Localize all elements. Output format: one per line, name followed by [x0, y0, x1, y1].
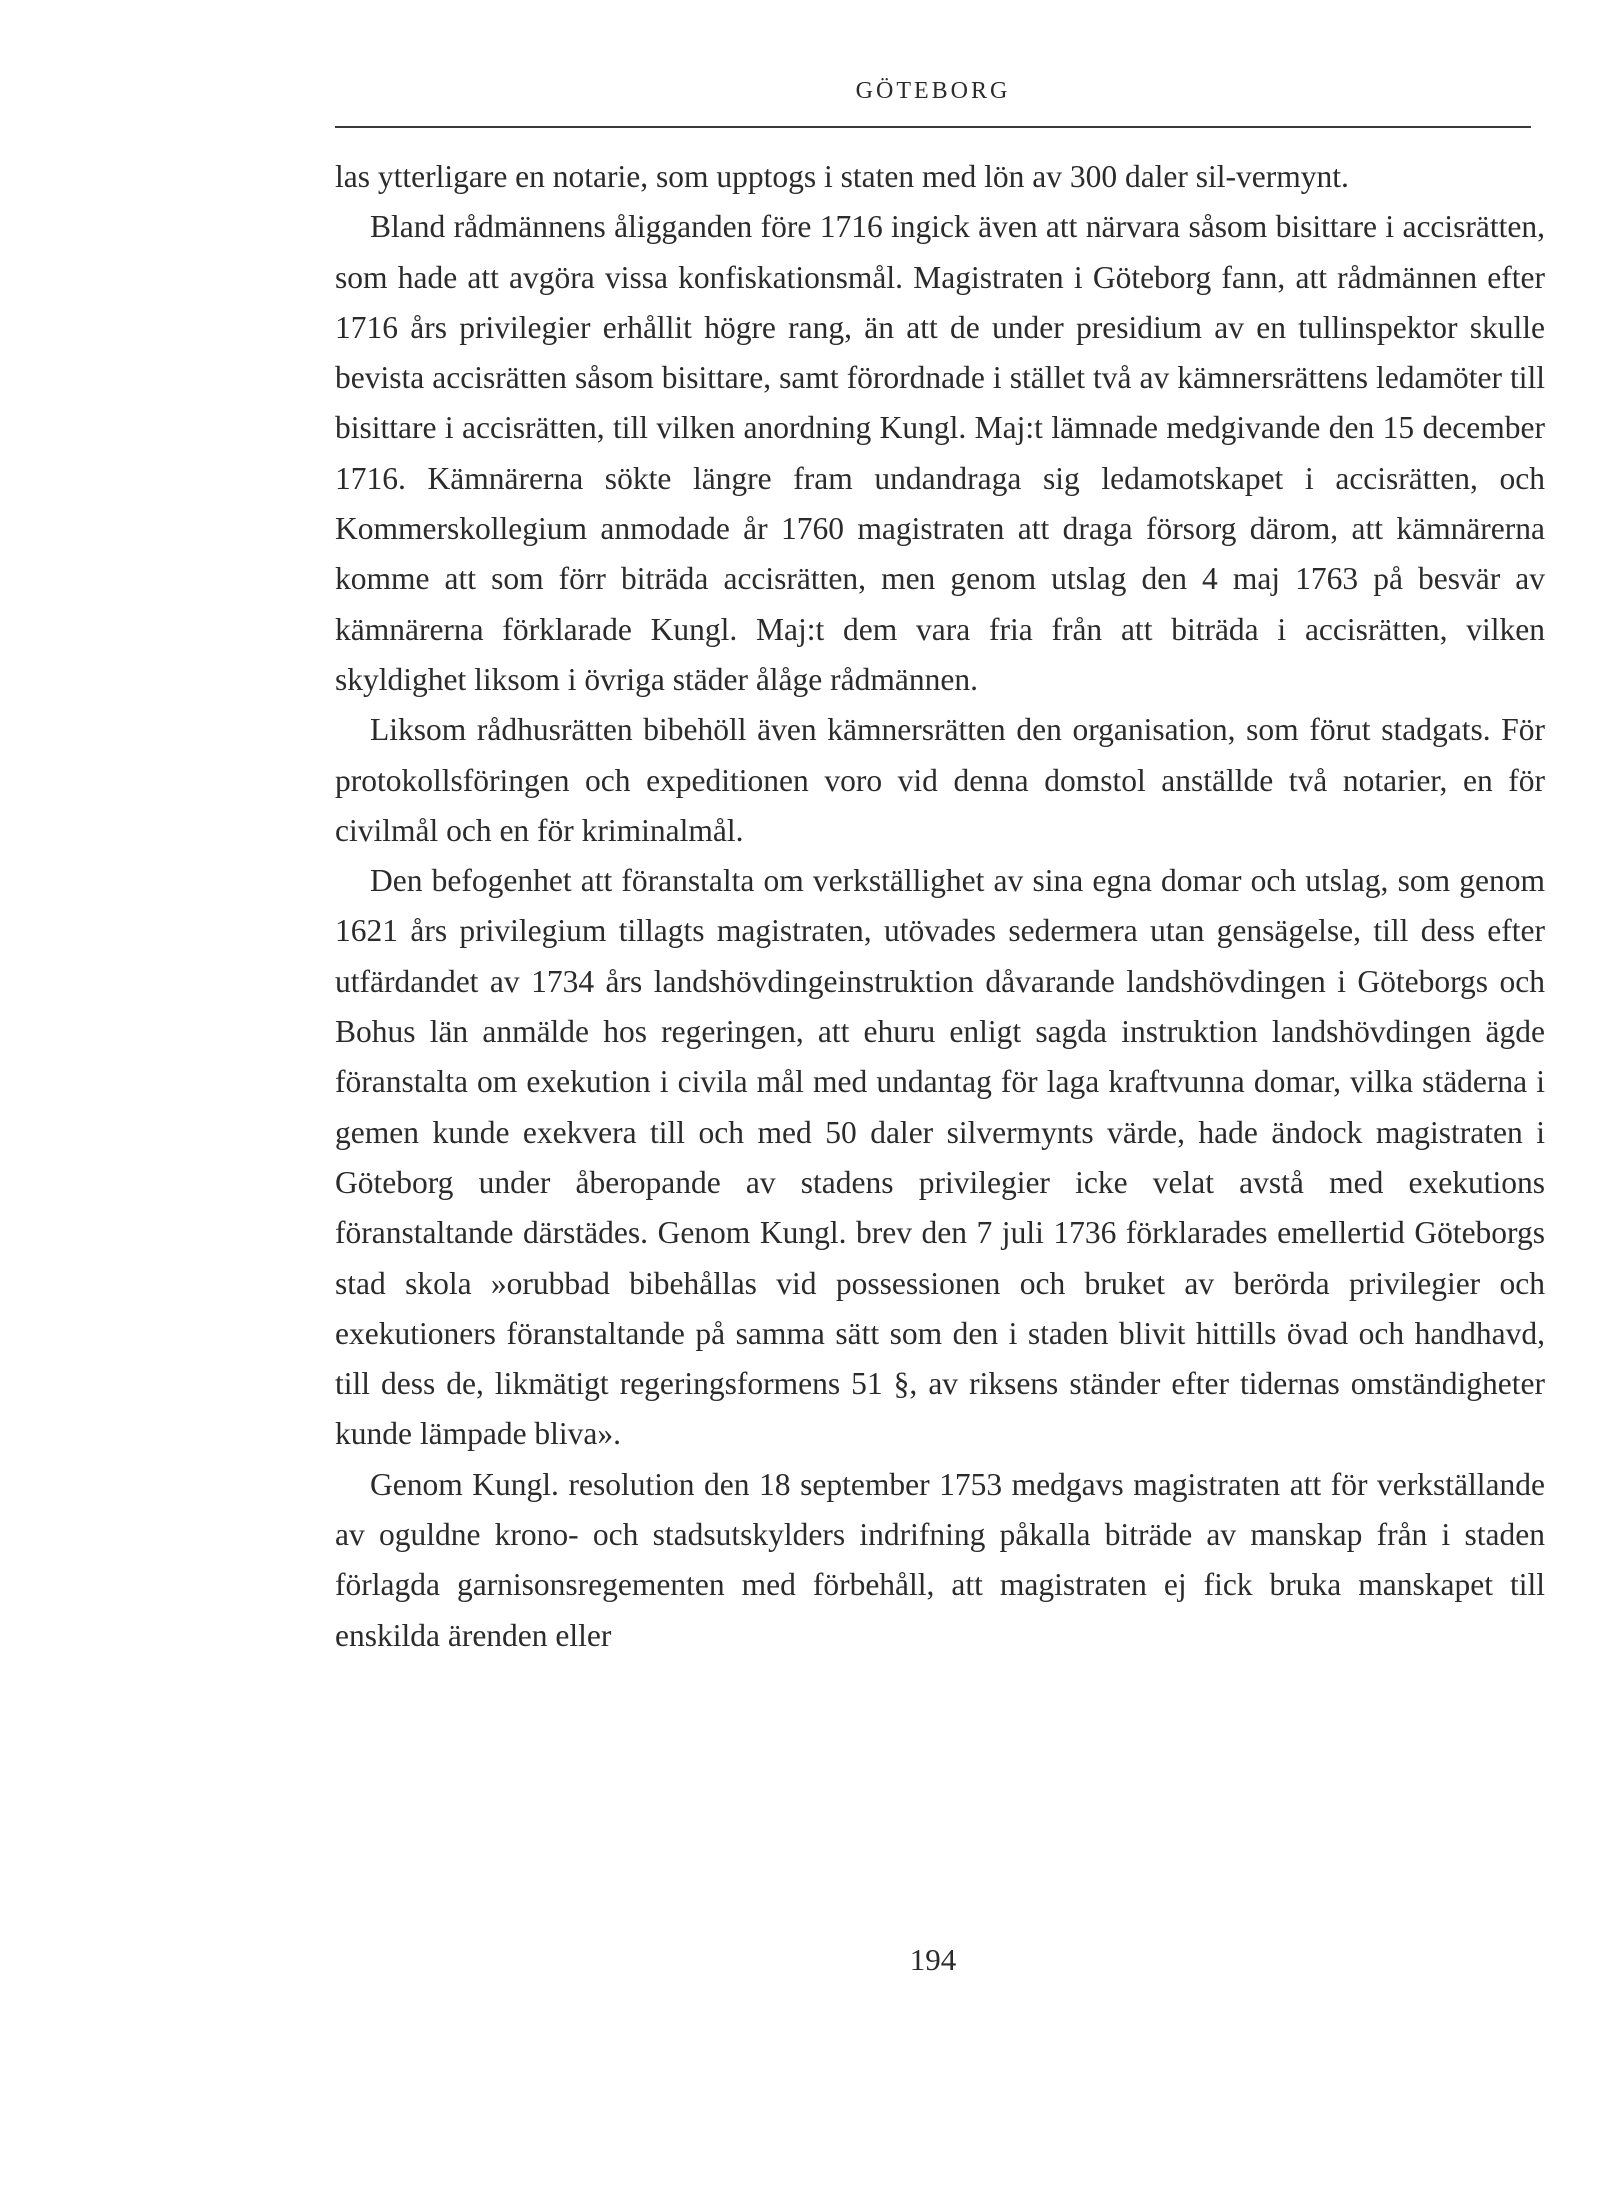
page-number: 194	[909, 1942, 957, 1977]
paragraph-kungl-resolution-1753: Genom Kungl. resolution den 18 september 1753 medgavs magistraten att för verkställande av oguldne krono- och stadsutskylders indrifning påkalla biträde av manskap från i staden förlagda garnisonsregementen med förbehåll, att magistraten ej fick bruka manskapet till enskilda ärenden eller	[335, 1466, 1545, 1653]
paragraph-befogenhet-verkstallighet: Den befogenhet att föranstalta om verkställighet av sina egna domar och utslag, som genom 1621 års privilegium tillagts magistraten, utövades sedermera utan gensägelse, till dess efter utfärdandet av 1734 års landshövdingeinstruktion dåvarande landshövdingen i Göteborgs och Bohus län anmälde hos regeringen, att ehuru enligt sagda instruktion landshövdingen ägde föranstalta om exekution i civila mål med undantag för laga kraftvunna domar, vilka städerna i gemen kunde exekvera till och med 50 daler silvermynts värde, hade ändock magistraten i Göteborg under åberopande av stadens privilegier icke velat avstå med exekutions föranstaltande därstädes. Genom Kungl. brev den 7 juli 1736 förklarades emellertid Göteborgs stad skola »orubbad bibehållas vid possessionen och bruket av berörda privilegier och exekutioners föranstaltande på samma sätt som den i staden blivit hittills övad och handhavd, till dess de, likmätigt regeringsformens 51 §, av riksens ständer efter tidernas omständigheter kunde lämpade bliva».	[335, 863, 1545, 1452]
paragraph-continuation: las ytterligare en notarie, som upptogs i staten med lön av 300 daler sil-vermynt.	[335, 159, 1349, 194]
running-header	[335, 72, 1531, 128]
body-text	[335, 152, 1545, 1661]
paragraph-kamnersratten: Liksom rådhusrätten bibehöll även kämnersrätten den organisation, som förut stadgats. För protokollsföringen och expeditionen voro vid denna domstol anställde två notarier, en för civilmål och en för kriminalmål.	[335, 712, 1545, 848]
paragraph-radmannens-aligganden: Bland rådmännens åligganden före 1716 ingick även att närvara såsom bisittare i accisrätten, som hade att avgöra vissa konfiskationsmål. Magistraten i Göteborg fann, att rådmännen efter 1716 års privilegier erhållit högre rang, än att de under presidium av en tullinspektor skulle bevista accisrätten såsom bisittare, samt förordnade i stället två av kämnersrättens ledamöter till bisittare i accisrätten, till vilken anordning Kungl. Maj:t lämnade medgivande den 15 december 1716. Kämnärerna sökte längre fram undandraga sig ledamotskapet i accisrätten, och Kommerskollegium anmodade år 1760 magistraten att draga försorg därom, att kämnärerna komme att som förr biträda accisrätten, men genom utslag den 4 maj 1763 på besvär av kämnärerna förklarade Kungl. Maj:t dem vara fria från att biträda i accisrätten, vilken skyldighet liksom i övriga städer ålåge rådmännen.	[335, 209, 1545, 697]
header-title: GÖTEBORG	[855, 78, 1011, 104]
